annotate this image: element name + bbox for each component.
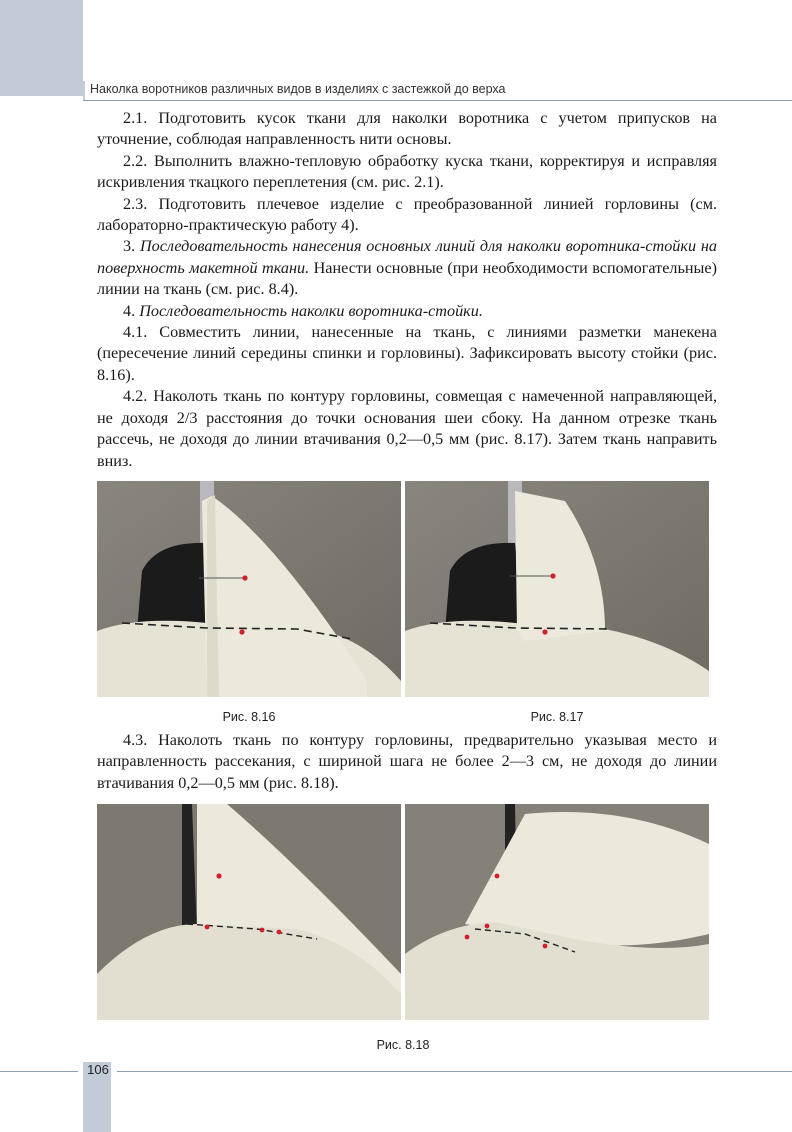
page-number: 106 [87, 1062, 109, 1077]
header-rule [83, 100, 792, 101]
photo-fig-8-16-illustration [97, 481, 401, 697]
paragraph [97, 301, 717, 322]
caption-fig-8-17: Рис. 8.17 [530, 710, 584, 724]
body-text-top [97, 108, 717, 472]
photo-fig-8-18-left [97, 804, 401, 1020]
photo-fig-8-18-left-illustration [97, 804, 401, 1020]
paragraph: 4.2. Наколоть ткань по контуру горловины, совмещая с намеченной направляющей, не доходя 2/3 расстояния до точки основания шеи сбоку. На данном отрезке ткань рассечь, не доходя до линии втачивания 0,2—0,5 мм (рис. 8.17). Затем ткань направить вниз. [97, 387, 717, 470]
photo-fig-8-17 [405, 481, 709, 697]
italic-heading: Последовательность нанесения основных линий для наколки воротника-стойки на поверхность макетной ткани. [97, 237, 717, 277]
caption-fig-8-16: Рис. 8.16 [222, 710, 276, 724]
body-text-middle [97, 730, 717, 794]
item-number: 3. [123, 237, 140, 256]
photo-fig-8-16 [97, 481, 401, 697]
photo-fig-8-18-right-illustration [405, 804, 709, 1020]
photo-fig-8-18-right [405, 804, 709, 1020]
item-number: 4. [123, 301, 140, 320]
paragraph-rest: Нанести основные (при необходимости вспомогательные) линии на ткань (см. рис. 8.4). [97, 258, 717, 299]
paragraph: 2.2. Выполнить влажно-тепловую обработку куска ткани, корректируя и исправляя искривления ткацкого переплетения (см. рис. 2.1). [97, 151, 717, 192]
paragraph: 2.1. Подготовить кусок ткани для наколки воротника с учетом припусков на уточнение, соблюдая направленность нити основы. [97, 109, 717, 149]
paragraph: 4.3. Наколоть ткань по контуру горловины, предварительно указывая место и направленность рассекания, с шириной шага не более 2—3 см, не доходя до линии втачивания 0,2—0,5 мм (рис. 8.18). [97, 731, 717, 792]
italic-heading: Последовательность наколки воротника-стойки. [139, 301, 483, 320]
paragraph: 2.3. Подготовить плечевое изделие с преобразованной линией горловины (см. лабораторно-практическую работу 4). [97, 194, 717, 235]
caption-fig-8-18: Рис. 8.18 [376, 1038, 430, 1052]
paragraph [97, 236, 717, 300]
footer-rule-left [0, 1071, 78, 1072]
paragraph: 4.1. Совместить линии, нанесенные на ткань, с линиями разметки манекена (пересечение линий середины спинки и горловины). Зафиксировать высоту стойки (рис. 8.16). [97, 323, 717, 384]
footer-rule-right [117, 1071, 792, 1072]
header-accent-bar [83, 81, 85, 101]
photo-fig-8-17-illustration [405, 481, 709, 697]
running-head: Наколка воротников различных видов в изделиях с застежкой до верха [90, 82, 506, 96]
header-side-band [0, 0, 83, 96]
